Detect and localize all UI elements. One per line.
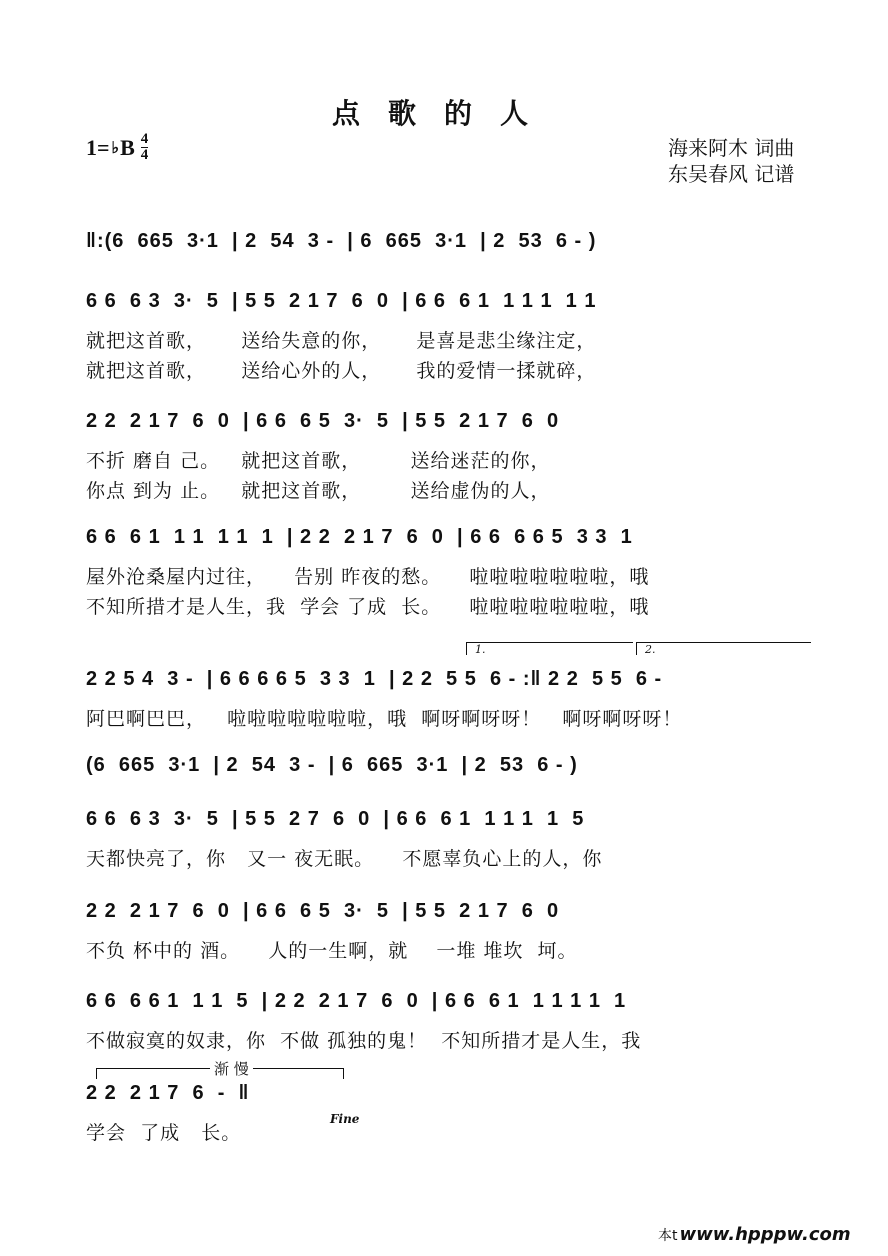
volta-first-ending: 1. — [466, 642, 633, 655]
time-bottom: 4 — [140, 147, 149, 163]
score-row — [86, 222, 811, 266]
notes-line: (6 665 3·1 | 2 54 3 - | 6 665 3·1 | 2 53 6 - ) — [86, 754, 578, 776]
lyric-line: 学会 了成 长。 — [86, 1122, 242, 1144]
lyric-line: 天都快亮了，你 又一 夜无眠。 不愿辜负心上的人，你 — [86, 848, 603, 870]
notes-line: 2 2 2 1 7 6 0 | 6 6 6 5 3· 5 | 5 5 2 1 7 6 0 — [86, 900, 560, 922]
credit-transcriber: 东吴春风 记谱 — [668, 162, 795, 186]
score-row — [86, 402, 811, 506]
ritardando-text: 渐 慢 — [210, 1058, 253, 1079]
score-row — [86, 282, 811, 386]
score-row — [86, 746, 811, 790]
score-row — [86, 660, 811, 734]
lyric-line: 不折 磨自 己。 就把这首歌， 送给迷茫的你， — [86, 450, 551, 472]
time-signature — [141, 132, 149, 163]
key-signature — [86, 132, 148, 163]
lyric-line: 屋外沧桑屋内过往， 告别 昨夜的愁。 啦啦啦啦啦啦啦，哦 — [86, 566, 650, 588]
notes-line: 6 6 6 6 1 1 1 5 | 2 2 2 1 7 6 0 | 6 6 6 1 1 1 1 1 1 — [86, 990, 627, 1012]
credit-composer: 海来阿木 词曲 — [668, 136, 795, 160]
lyric-line: 就把这首歌， 送给心外的人， 我的爱情一揉就碎， — [86, 360, 597, 382]
flat-sign: ♭ — [111, 139, 120, 157]
notes-line: ‖:(6 665 3·1 | 2 54 3 - | 6 665 3·1 | 2 53 6 - ) — [86, 230, 597, 252]
volta-second-ending: 2. — [636, 642, 811, 655]
key-note: B — [120, 134, 135, 160]
score-row — [86, 982, 811, 1056]
time-top: 4 — [140, 131, 149, 147]
score-row — [86, 892, 811, 966]
lyric-line: 阿巴啊巴巴， 啦啦啦啦啦啦啦，哦 啊呀啊呀呀！ 啊呀啊呀呀！ — [86, 708, 683, 730]
footer-site: www.hpppw.com — [679, 1224, 851, 1245]
key-prefix: 1= — [86, 134, 110, 160]
fine-marking: Fine — [330, 1112, 360, 1126]
notes-line: 2 2 2 1 7 6 0 | 6 6 6 5 3· 5 | 5 5 2 1 7 6 0 — [86, 410, 560, 432]
notes-line: 6 6 6 1 1 1 1 1 1 | 2 2 2 1 7 6 0 | 6 6 6 6 5 3 3 1 — [86, 526, 633, 548]
score-row — [86, 518, 811, 622]
notes-line: 2 2 5 4 3 - | 6 6 6 6 5 3 3 1 | 2 2 5 5 6 - :‖ 2 2 5 5 6 - — [86, 668, 663, 690]
score-row — [86, 1074, 811, 1148]
score-title: 点歌的人 — [331, 97, 556, 130]
lyric-line: 你点 到为 止。 就把这首歌， 送给虚伪的人， — [86, 480, 551, 502]
lyric-line: 不知所措才是人生，我 学会 了成 长。 啦啦啦啦啦啦啦，哦 — [86, 596, 650, 618]
score-row — [86, 800, 811, 874]
lyric-line: 就把这首歌， 送给失意的你， 是喜是悲尘缘注定， — [86, 330, 597, 352]
lyric-line: 不负 杯中的 酒。 人的一生啊，就 一堆 堆坎 坷。 — [86, 940, 578, 962]
notes-line: 6 6 6 3 3· 5 | 5 5 2 7 6 0 | 6 6 6 1 1 1 1 1 5 — [86, 808, 585, 830]
notes-line: 2 2 2 1 7 6 - ‖ — [86, 1082, 250, 1104]
footer-prefix: 本t — [658, 1228, 678, 1244]
notes-line: 6 6 6 3 3· 5 | 5 5 2 1 7 6 0 | 6 6 6 1 1 1 1 1 1 — [86, 290, 597, 312]
site-footer — [658, 1224, 851, 1245]
lyric-line: 不做寂寞的奴隶，你 不做 孤独的鬼！ 不知所措才是人生，我 — [86, 1030, 642, 1052]
